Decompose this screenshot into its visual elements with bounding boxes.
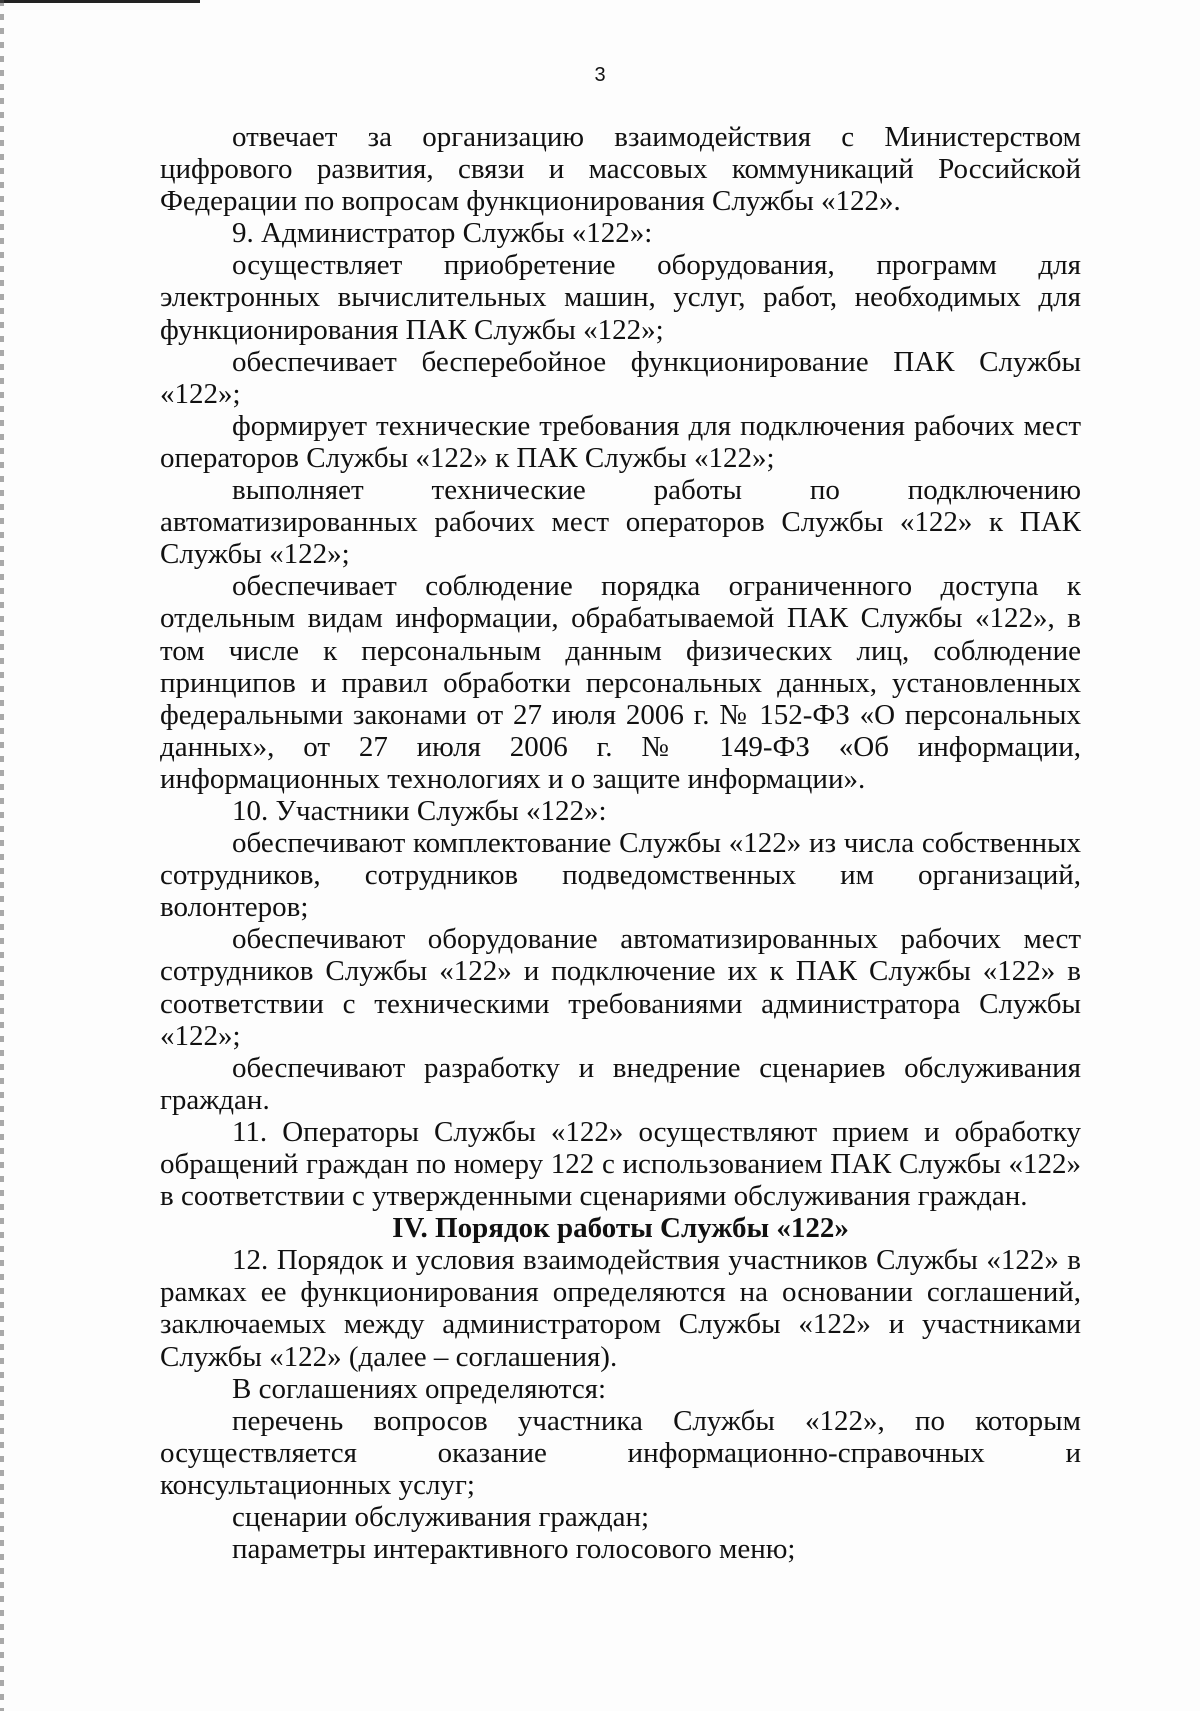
paragraph: 9. Администратор Службы «122»: [232,217,653,250]
paragraph: 11. Операторы Службы «122» осуществляют прием и обработку обращений граждан по номеру 122 с использованием ПАК Службы «122» в соответствии с утвержденными сценариями обслуживания граждан. [160,1115,1081,1213]
paragraph: В соглашениях определяются: [232,1372,607,1405]
paragraph: параметры интерактивного голосового меню; [232,1533,796,1566]
scan-edge-top [0,0,200,3]
section-heading: IV. Порядок работы Службы «122» [392,1212,849,1245]
paragraph: обеспечивает соблюдение порядка ограниченного доступа к отдельным видам информации, обрабатываемой ПАК Службы «122», в том числе к персональным данным физических лиц, соблюдение принципов и правил обработки персональных данных, установленных федеральными законами от 27 июля 2006 г. № 152-ФЗ «О персональных данных», от 27 июля 2006 г. № 149-ФЗ «Об информации, информационных технологиях и о защите информации». [160,570,1081,795]
paragraph: формирует технические требования для подключения рабочих мест операторов Службы «122» к ПАК Службы «122»; [160,409,1081,474]
paragraph: сценарии обслуживания граждан; [232,1501,650,1534]
scan-edge-left [0,0,4,1711]
paragraph: обеспечивает бесперебойное функционирование ПАК Службы «122»; [160,345,1081,410]
paragraph: обеспечивают разработку и внедрение сценариев обслуживания граждан. [160,1051,1081,1116]
paragraph: осуществляет приобретение оборудования, программ для электронных вычислительных машин, услуг, работ, необходимых для функционирования ПАК Службы «122»; [160,249,1081,346]
paragraph: обеспечивают комплектование Службы «122» из числа собственных сотрудников, сотрудников подведомственных им организаций, волонтеров; [160,827,1081,924]
document-body [160,121,1081,1565]
page-number: 3 [594,64,606,86]
paragraph: обеспечивают оборудование автоматизированных рабочих мест сотрудников Службы «122» и подключение их к ПАК Службы «122» в соответствии с техническими требованиями администратора Службы «122»; [160,923,1081,1052]
paragraph: отвечает за организацию взаимодействия с Министерством цифрового развития, связи и массовых коммуникаций Российской Федерации по вопросам функционирования Службы «122». [160,121,1081,218]
paragraph: 10. Участники Службы «122»: [232,794,607,827]
paragraph: выполняет технические работы по подключению автоматизированных рабочих мест операторов Службы «122» к ПАК Службы «122»; [160,474,1081,571]
paragraph: перечень вопросов участника Службы «122», по которым осуществляется оказание информационно-справочных и консультационных услуг; [160,1404,1081,1501]
paragraph: 12. Порядок и условия взаимодействия участников Службы «122» в рамках ее функционирования определяются на основании соглашений, заключаемых между администратором Службы «122» и участниками Службы «122» (далее – соглашения). [160,1244,1081,1373]
